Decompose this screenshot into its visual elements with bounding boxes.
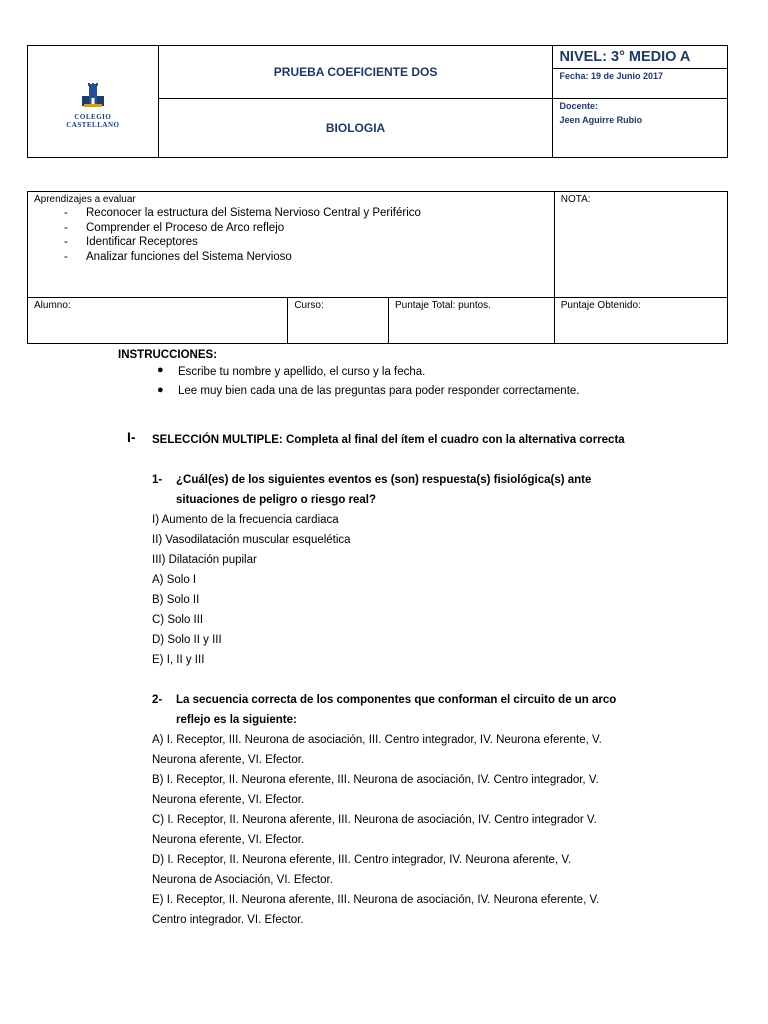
logo-line2: CASTELLANO — [66, 120, 120, 129]
q1-option[interactable]: D) Solo II y III — [152, 634, 222, 646]
aprendizaje-item: - Identificar Receptores — [34, 235, 548, 250]
q1-option[interactable]: E) I, II y III — [152, 654, 205, 666]
q1-option[interactable]: B) Solo II — [152, 594, 200, 606]
test-title: PRUEBA COEFICIENTE DOS — [158, 46, 553, 99]
aprendizajes-list — [34, 206, 548, 264]
fecha-cell — [553, 69, 728, 99]
puntaje-obtenido-cell — [554, 298, 727, 344]
aprendizaje-item: - Analizar funciones del Sistema Nervioso — [34, 250, 548, 265]
q2-option-cont: Centro integrador. VI. Efector. — [152, 914, 304, 926]
logo-cell — [28, 46, 159, 158]
docente-cell — [553, 99, 728, 158]
instruccion-item: Lee muy bien cada una de las preguntas para poder responder correctamente. — [178, 385, 580, 397]
instruccion-item: Escribe tu nombre y apellido, el curso y la fecha. — [178, 366, 426, 378]
nivel-cell — [553, 46, 728, 69]
docente-label: Docente: — [559, 101, 598, 111]
q2-option[interactable]: A) I. Receptor, III. Neurona de asociación, III. Centro integrador, IV. Neurona eferente, V. — [152, 734, 602, 746]
q2-option[interactable]: C) I. Receptor, II. Neurona aferente, III. Neurona de asociación, IV. Centro integrador V. — [152, 814, 597, 826]
puntaje-obtenido-label: Puntaje Obtenido: — [560, 300, 641, 311]
q1-option[interactable]: A) Solo I — [152, 574, 197, 586]
section-numeral: I- — [127, 429, 136, 445]
q2-option-cont: Neurona aferente, VI. Efector. — [152, 754, 305, 766]
alumno-cell[interactable] — [28, 298, 288, 344]
q1-text-line2: situaciones de peligro o riesgo real? — [176, 494, 377, 506]
q1-line: I) Aumento de la frecuencia cardiaca — [152, 514, 339, 526]
nota-cell — [554, 192, 727, 298]
q2-text-line1: La secuencia correcta de los componentes que conforman el circuito de un arco — [176, 694, 617, 706]
aprendizajes-table — [27, 191, 728, 344]
alumno-label: Alumno: — [34, 300, 71, 311]
q1-number: 1- — [152, 474, 163, 486]
curso-cell[interactable] — [288, 298, 389, 344]
bullet-icon: ● — [157, 384, 164, 396]
q2-option[interactable]: E) I. Receptor, II. Neurona aferente, III. Neurona de asociación, IV. Neurona eferente, V. — [152, 894, 600, 906]
subject: BIOLOGIA — [158, 99, 553, 158]
q2-number: 2- — [152, 694, 163, 706]
q2-option-cont: Neurona eferente, VI. Efector. — [152, 794, 305, 806]
fecha: Fecha: 19 de Junio 2017 — [559, 71, 663, 81]
puntaje-total-label: Puntaje Total: puntos. — [394, 300, 491, 311]
q1-text-line1: ¿Cuál(es) de los siguientes eventos es (son) respuesta(s) fisiológica(s) ante — [176, 474, 592, 486]
docente-name: Jeen Aguirre Rubio — [559, 115, 643, 125]
aprendizajes-cell — [28, 192, 555, 298]
section-title: SELECCIÓN MULTIPLE: Completa al final del ítem el cuadro con la alternativa correcta — [152, 434, 625, 446]
instrucciones-title: INSTRUCCIONES: — [118, 349, 218, 361]
aprendizajes-label: Aprendizajes a evaluar — [34, 194, 136, 205]
aprendizaje-item: - Reconocer la estructura del Sistema Nervioso Central y Periférico — [34, 206, 548, 221]
tower-icon — [80, 82, 106, 108]
nivel: NIVEL: 3° MEDIO A — [559, 49, 691, 65]
aprendizaje-item: - Comprender el Proceso de Arco reflejo — [34, 221, 548, 236]
q2-option[interactable]: D) I. Receptor, II. Neurona eferente, III. Centro integrador, IV. Neurona aferente, V. — [152, 854, 572, 866]
q1-option[interactable]: C) Solo III — [152, 614, 204, 626]
q2-text-line2: reflejo es la siguiente: — [176, 714, 297, 726]
q2-option[interactable]: B) I. Receptor, II. Neurona eferente, III. Neurona de asociación, IV. Centro integrador, V. — [152, 774, 599, 786]
logo-line1: COLEGIO — [74, 112, 112, 121]
bullet-icon: ● — [157, 364, 164, 376]
q2-option-cont: Neurona eferente, VI. Efector. — [152, 834, 305, 846]
school-logo — [66, 82, 119, 129]
q1-line: III) Dilatación pupilar — [152, 554, 257, 566]
header-table — [27, 45, 728, 158]
curso-label: Curso: — [294, 300, 324, 311]
q2-option-cont: Neurona de Asociación, VI. Efector. — [152, 874, 333, 886]
q1-line: II) Vasodilatación muscular esquelética — [152, 534, 351, 546]
puntaje-total-cell — [388, 298, 554, 344]
nota-label: NOTA: — [560, 194, 591, 205]
